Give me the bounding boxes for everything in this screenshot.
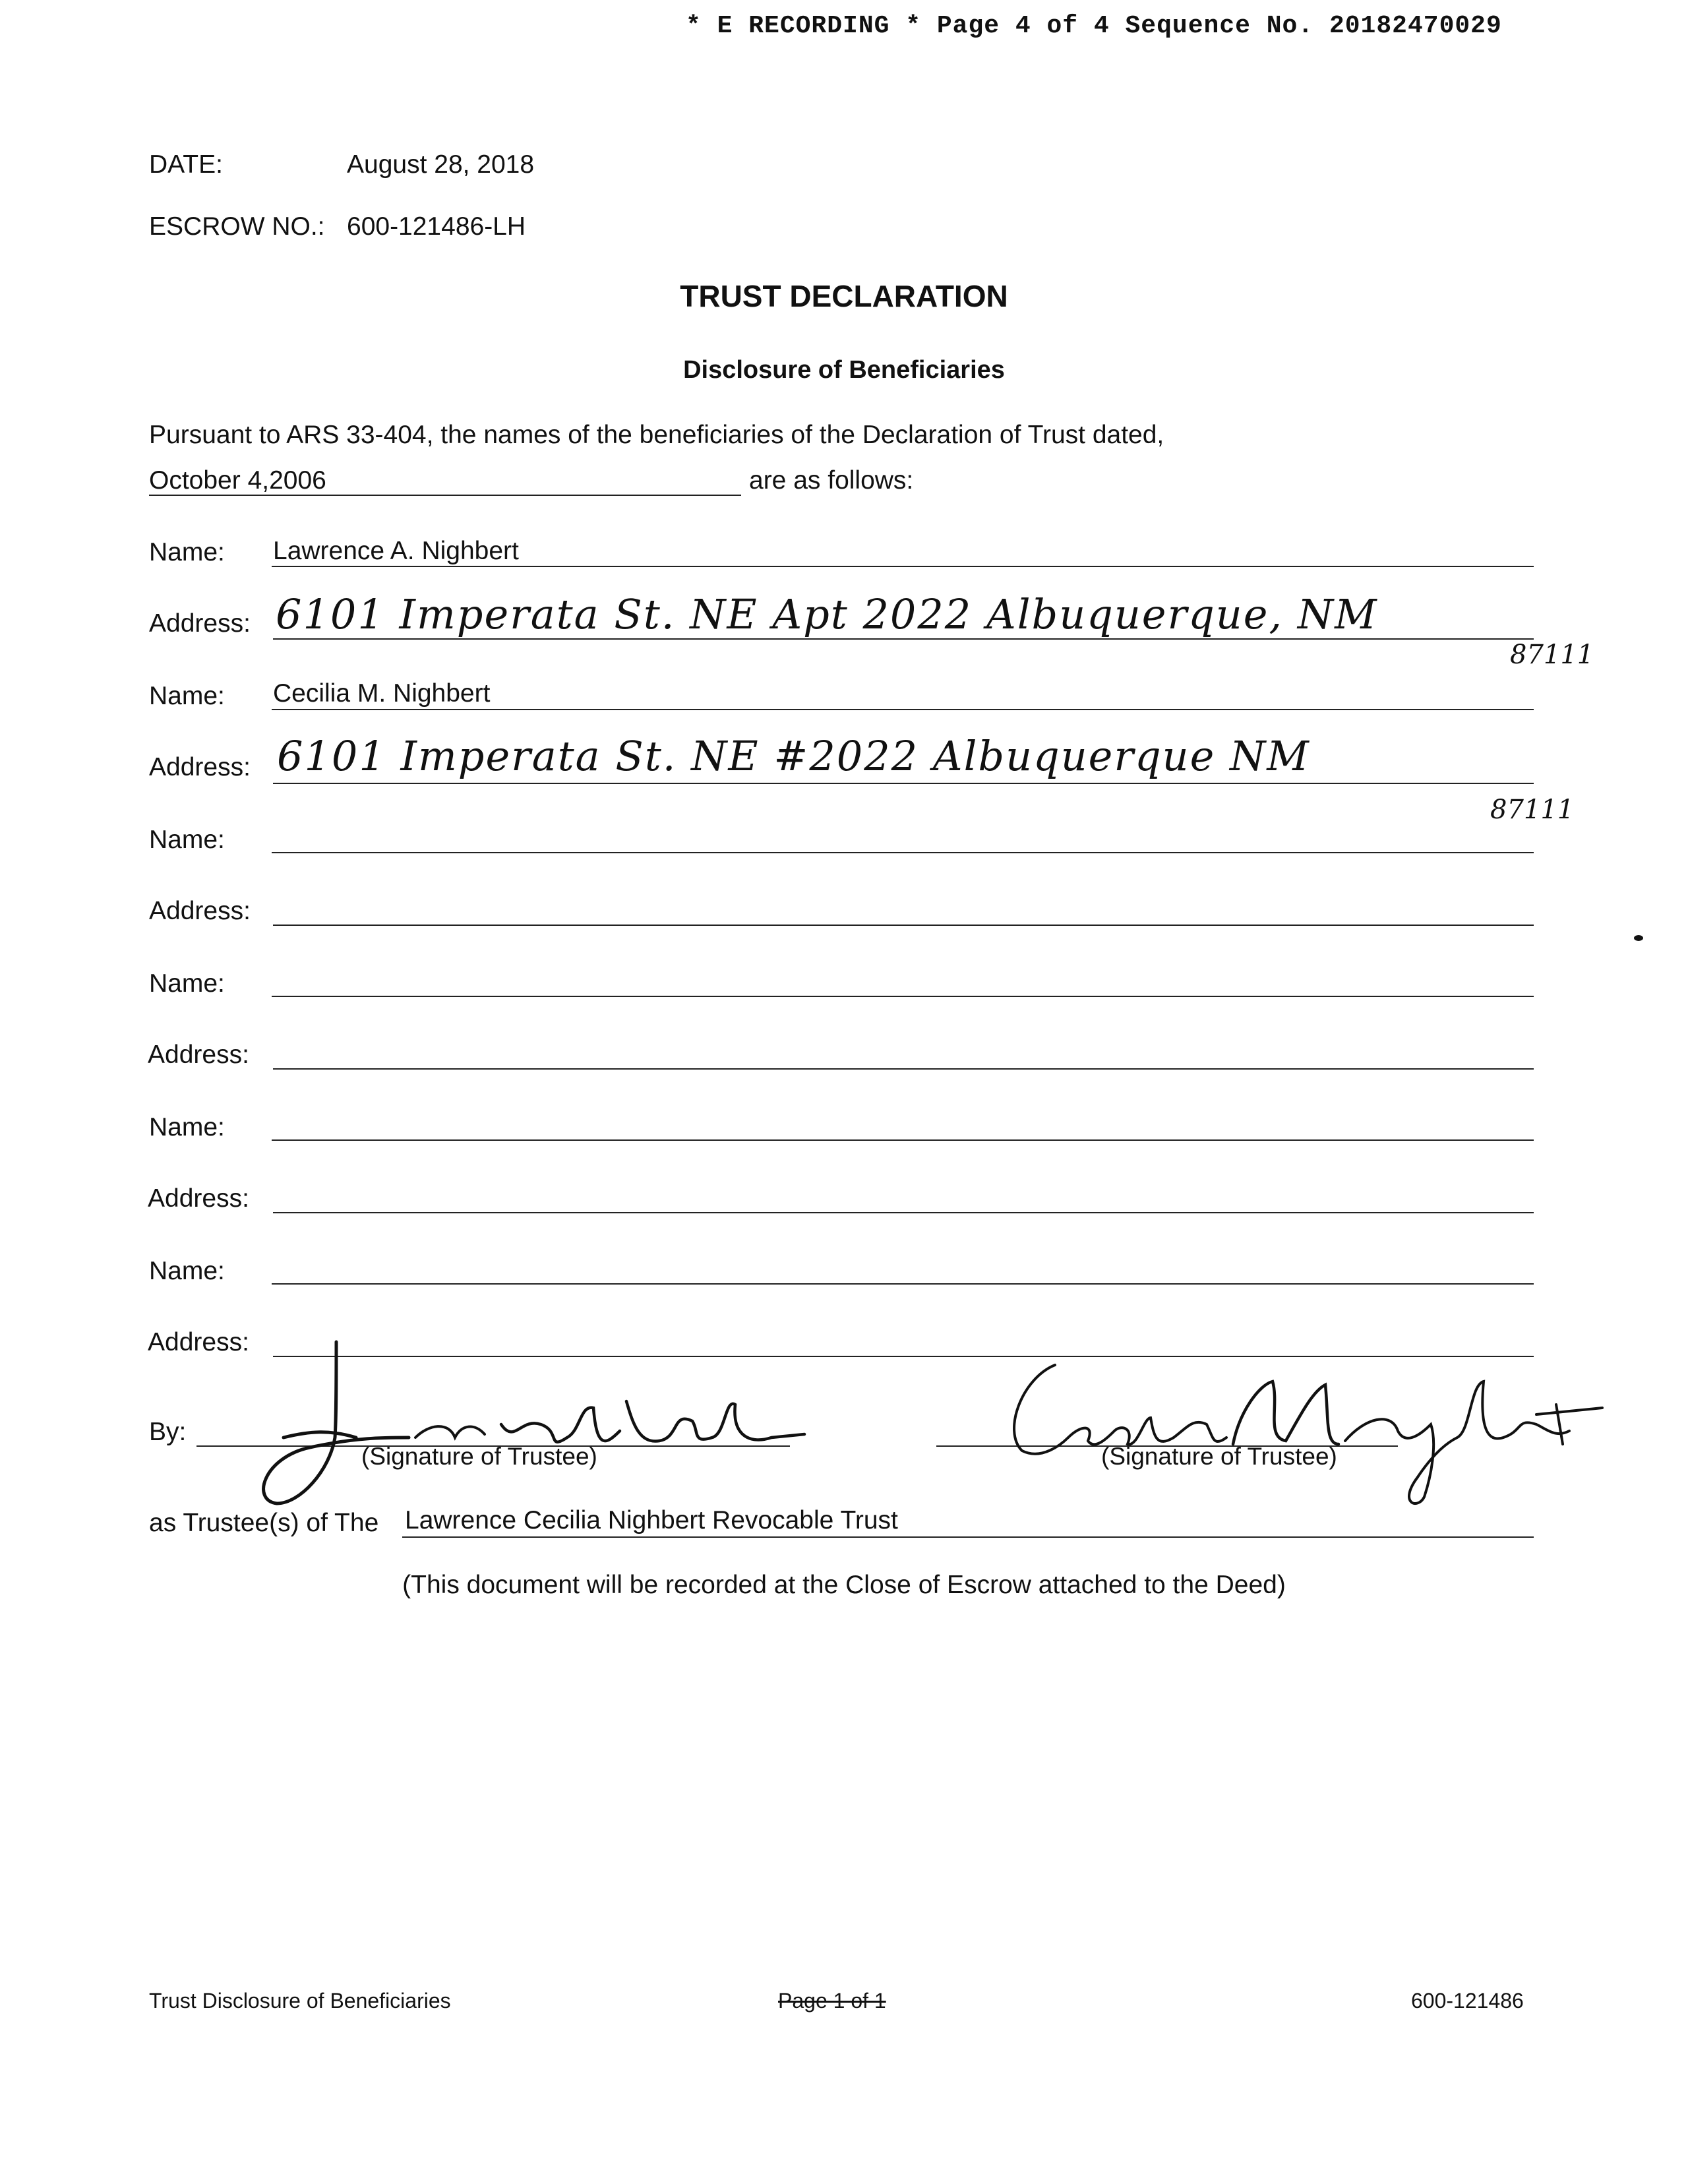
beneficiary-3-name-line xyxy=(272,852,1534,853)
footer-page-number: Page 1 of 1 xyxy=(778,1989,886,2013)
by-label: By: xyxy=(149,1418,187,1446)
address-label: Address: xyxy=(148,1328,249,1356)
intro-text: Pursuant to ARS 33-404, the names of the beneficiaries of the Declaration of Trust dated, xyxy=(149,421,1164,449)
trustee-2-signature xyxy=(996,1345,1615,1517)
signature-caption-1: (Signature of Trustee) xyxy=(361,1443,597,1470)
date-value: August 28, 2018 xyxy=(347,150,535,179)
address-label: Address: xyxy=(149,897,251,925)
beneficiary-3-address-line xyxy=(273,925,1534,926)
name-label: Name: xyxy=(149,682,225,710)
beneficiary-1-name: Lawrence A. Nighbert xyxy=(273,537,519,565)
name-label: Name: xyxy=(149,826,225,854)
beneficiary-1-zip: 87111 xyxy=(1510,640,1594,670)
footer-document-name: Trust Disclosure of Beneficiaries xyxy=(149,1989,451,2013)
trust-name-line xyxy=(402,1536,1534,1538)
escrow-label: ESCROW NO.: xyxy=(149,212,325,241)
beneficiary-5-name-line xyxy=(272,1139,1534,1141)
scan-speck xyxy=(1634,935,1643,941)
beneficiary-2-name-line xyxy=(272,709,1534,710)
trust-date-underline xyxy=(149,495,741,496)
name-label: Name: xyxy=(149,1113,225,1141)
recording-stamp: * E RECORDING * Page 4 of 4 Sequence No. 20182470029 xyxy=(686,12,1502,40)
trust-date-value: October 4,2006 xyxy=(149,466,326,495)
beneficiary-2-address: 6101 Imperata St. NE #2022 Albuquerque NM xyxy=(277,732,1310,780)
address-label: Address: xyxy=(149,753,251,781)
name-label: Name: xyxy=(149,538,225,566)
trust-name: Lawrence Cecilia Nighbert Revocable Trust xyxy=(405,1506,898,1534)
beneficiary-1-name-line xyxy=(272,566,1534,567)
date-label: DATE: xyxy=(149,150,223,179)
intro-suffix: are as follows: xyxy=(749,466,914,495)
beneficiary-2-zip: 87111 xyxy=(1490,795,1575,825)
document-subtitle: Disclosure of Beneficiaries xyxy=(683,356,1005,384)
address-label: Address: xyxy=(148,1184,249,1213)
escrow-value: 600-121486-LH xyxy=(347,212,526,241)
footer-escrow-number: 600-121486 xyxy=(1411,1989,1524,2013)
signature-caption-2: (Signature of Trustee) xyxy=(1101,1443,1337,1470)
beneficiary-6-name-line xyxy=(272,1283,1534,1285)
name-label: Name: xyxy=(149,969,225,998)
name-label: Name: xyxy=(149,1257,225,1285)
address-label: Address: xyxy=(149,609,251,638)
recording-note: (This document will be recorded at the Close of Escrow attached to the Deed) xyxy=(402,1571,1286,1599)
beneficiary-4-address-line xyxy=(273,1068,1534,1070)
beneficiary-1-address: 6101 Imperata St. NE Apt 2022 Albuquerque, NM xyxy=(276,590,1378,638)
beneficiary-1-address-line xyxy=(273,638,1534,640)
beneficiary-5-address-line xyxy=(273,1212,1534,1213)
beneficiary-4-name-line xyxy=(272,996,1534,997)
document-title: TRUST DECLARATION xyxy=(680,279,1008,313)
beneficiary-2-address-line xyxy=(273,783,1534,784)
beneficiary-2-name: Cecilia M. Nighbert xyxy=(273,679,491,708)
trustee-of-label: as Trustee(s) of The xyxy=(149,1509,379,1537)
address-label: Address: xyxy=(148,1041,249,1069)
trustee-1-signature xyxy=(237,1339,831,1523)
